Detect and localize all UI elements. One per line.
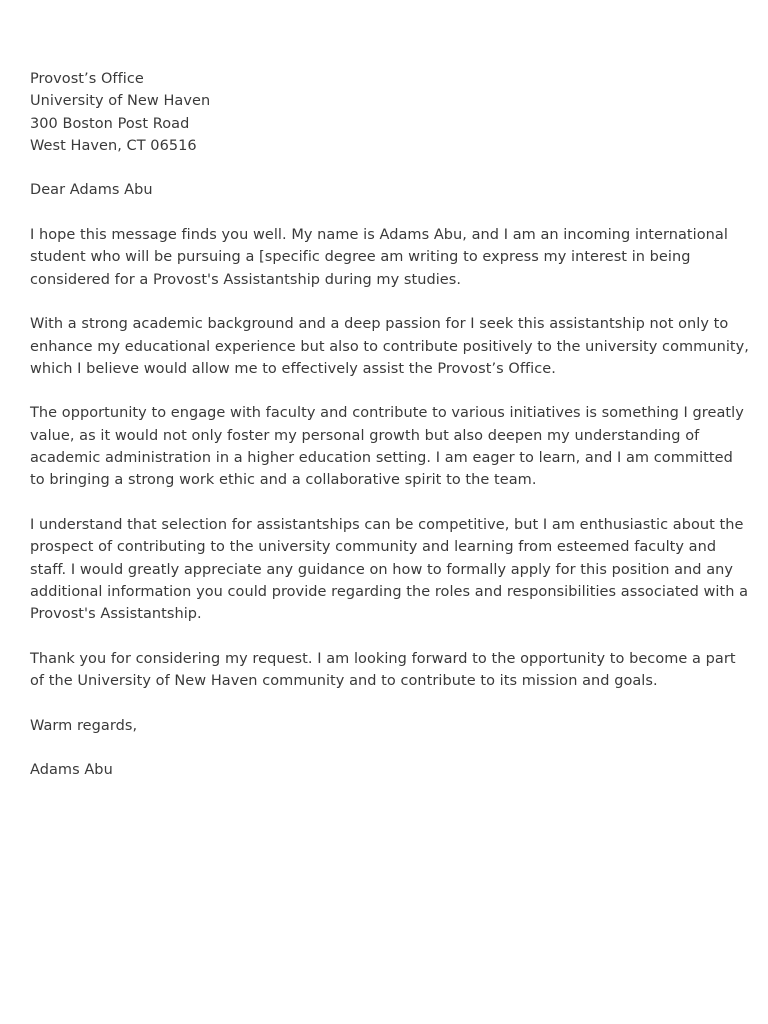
paragraph-request: I understand that selection for assistantships can be competitive, but I am enthusiastic about the prospect of contributing to the university community and learning from esteemed faculty and staff. I would greatly appreciate any guidance on how to formally apply for this position and any additional information you could provide regarding the roles and responsibilities associated with a Provost's Assistantship. xyxy=(30,516,749,623)
recipient-address xyxy=(30,68,750,157)
letter-body xyxy=(30,68,750,782)
address-city-state-zip: West Haven, CT 06516 xyxy=(30,137,197,154)
paragraph-thanks: Thank you for considering my request. I am looking forward to the opportunity to become a part of the University of New Haven community and to contribute to its mission and goals. xyxy=(30,650,736,690)
paragraph-opportunity: The opportunity to engage with faculty and contribute to various initiatives is something I greatly value, as it would not only foster my personal growth but also deepen my understanding of academic administration in a higher education setting. I am eager to learn, and I am committed to bringing a strong work ethic and a collaborative spirit to the team. xyxy=(30,405,744,489)
address-office: Provost’s Office xyxy=(30,71,144,87)
closing-phrase: Warm regards, xyxy=(30,717,138,734)
paragraph-introduction: I hope this message finds you well. My name is Adams Abu, and I am an incoming international student who will be pursuing a [specific degree am writing to express my interest in being considered for a Provost's Assistantship during my studies. xyxy=(30,227,728,288)
address-university: University of New Haven xyxy=(30,93,211,110)
salutation: Dear Adams Abu xyxy=(30,182,153,199)
paragraph-background: With a strong academic background and a deep passion for I seek this assistantship not only to enhance my educational experience but also to contribute positively to the university community, which I believe would allow me to effectively assist the Provost’s Office. xyxy=(30,316,749,377)
signature-name: Adams Abu xyxy=(30,762,113,779)
address-street: 300 Boston Post Road xyxy=(30,115,190,132)
